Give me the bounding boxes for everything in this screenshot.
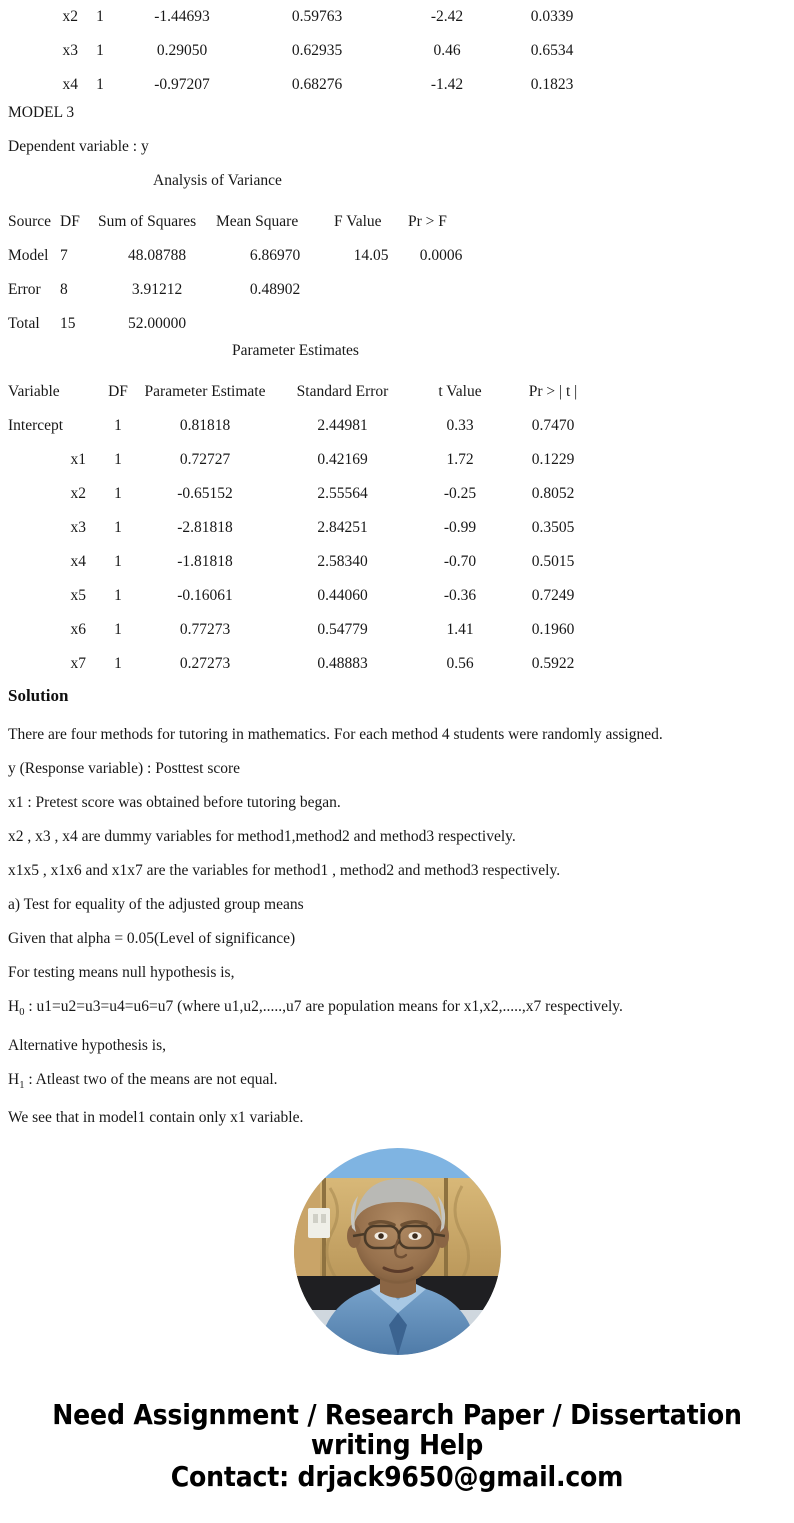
cell-variable: x3 bbox=[62, 42, 78, 59]
cell-pr-f bbox=[408, 307, 474, 341]
cell-df: 1 bbox=[96, 42, 104, 59]
null-hypothesis-text: : u1=u2=u3=u4=u6=u7 (where u1,u2,.....,u7 are population means for x1,x2,.....,x7 respectively. bbox=[24, 998, 623, 1015]
cell-t-value: -0.25 bbox=[443, 485, 477, 502]
cell-f-value: 14.05 bbox=[353, 247, 389, 264]
header-mean-square: Mean Square bbox=[216, 213, 299, 230]
header-variable: Variable bbox=[8, 383, 60, 400]
promo-line-1: Need Assignment / Research Paper / Dissertation bbox=[52, 1398, 742, 1431]
cell-p-value: 0.3505 bbox=[531, 519, 575, 536]
cell-variable: x7 bbox=[70, 655, 86, 672]
table-row bbox=[8, 307, 474, 341]
cell-variable: x1 bbox=[70, 451, 86, 468]
table-header-row bbox=[8, 375, 601, 409]
table-row bbox=[0, 34, 602, 68]
cell-df: 1 bbox=[114, 485, 122, 502]
solution-paragraph-8: For testing means null hypothesis is, bbox=[8, 964, 235, 981]
cell-estimate: -2.81818 bbox=[177, 519, 233, 536]
cell-sum-of-squares: 3.91212 bbox=[131, 281, 183, 298]
cell-std-error: 2.55564 bbox=[317, 485, 368, 502]
cell-p-value: 0.1960 bbox=[531, 621, 575, 638]
cell-df: 7 bbox=[60, 247, 68, 264]
solution-paragraph-5: x1x5 , x1x6 and x1x7 are the variables for method1 , method2 and method3 respectively. bbox=[8, 862, 561, 879]
table-row bbox=[8, 647, 601, 681]
header-t-value: t Value bbox=[438, 383, 482, 400]
cell-p-value: 0.1229 bbox=[531, 451, 575, 468]
cell-variable: x6 bbox=[70, 621, 86, 638]
table-row bbox=[8, 477, 601, 511]
cell-estimate: 0.81818 bbox=[179, 417, 231, 434]
table-row bbox=[0, 68, 602, 102]
table-row bbox=[8, 579, 601, 613]
cell-p-value: 0.0339 bbox=[530, 8, 574, 25]
solution-paragraph-7: Given that alpha = 0.05(Level of significance) bbox=[8, 930, 296, 947]
table-row bbox=[8, 409, 601, 443]
cell-df: 15 bbox=[60, 315, 76, 332]
solution-closing-line: We see that in model1 contain only x1 variable. bbox=[8, 1109, 304, 1126]
cell-t-value: -0.36 bbox=[443, 587, 477, 604]
cell-mean-square: 0.48902 bbox=[249, 281, 301, 298]
model-label: MODEL 3 bbox=[8, 104, 75, 121]
cell-t-value: 0.56 bbox=[446, 655, 474, 672]
table-row bbox=[8, 545, 601, 579]
cell-std-error: 0.62935 bbox=[291, 42, 343, 59]
avatar bbox=[294, 1148, 501, 1355]
cell-df: 1 bbox=[114, 451, 122, 468]
table-header-row bbox=[8, 205, 474, 239]
cell-std-error: 0.68276 bbox=[291, 76, 343, 93]
cell-t-value: -0.99 bbox=[443, 519, 477, 536]
header-df: DF bbox=[60, 213, 80, 230]
solution-heading: Solution bbox=[8, 686, 69, 705]
cell-pr-f bbox=[408, 273, 474, 307]
cell-p-value: 0.8052 bbox=[531, 485, 575, 502]
table-row bbox=[8, 443, 601, 477]
alt-hypothesis-symbol: H bbox=[8, 1071, 20, 1088]
cell-estimate: -1.44693 bbox=[154, 8, 210, 25]
cell-std-error: 0.59763 bbox=[291, 8, 343, 25]
cell-df: 1 bbox=[114, 417, 122, 434]
promo-banner bbox=[0, 1400, 794, 1492]
null-hypothesis-subscript: 0 bbox=[19, 1006, 25, 1018]
header-pr-f: Pr > F bbox=[408, 213, 447, 230]
cell-std-error: 0.54779 bbox=[317, 621, 368, 638]
cell-estimate: -0.65152 bbox=[177, 485, 233, 502]
cell-std-error: 2.84251 bbox=[317, 519, 368, 536]
cell-mean-square: 6.86970 bbox=[249, 247, 301, 264]
alternative-hypothesis-line bbox=[8, 1071, 278, 1091]
cell-estimate: -1.81818 bbox=[177, 553, 233, 570]
cell-variable: x4 bbox=[62, 76, 78, 93]
solution-paragraph-4: x2 , x3 , x4 are dummy variables for method1,method2 and method3 respectively. bbox=[8, 828, 516, 845]
cell-sum-of-squares: 48.08788 bbox=[127, 247, 187, 264]
anova-table bbox=[8, 205, 474, 341]
cell-t-value: 1.72 bbox=[446, 451, 474, 468]
cell-std-error: 0.42169 bbox=[317, 451, 368, 468]
promo-line-2: writing Help bbox=[310, 1428, 484, 1461]
cell-df: 8 bbox=[60, 281, 68, 298]
cell-t-value: 1.41 bbox=[446, 621, 474, 638]
cell-df: 1 bbox=[114, 519, 122, 536]
cell-df: 1 bbox=[114, 553, 122, 570]
cell-source: Model bbox=[8, 247, 49, 264]
cell-pr-f: 0.0006 bbox=[419, 247, 463, 264]
cell-std-error: 2.44981 bbox=[317, 417, 368, 434]
dependent-variable-line: Dependent variable : y bbox=[8, 138, 149, 155]
solution-paragraph-2: y (Response variable) : Posttest score bbox=[8, 760, 241, 777]
cell-std-error: 0.48883 bbox=[317, 655, 368, 672]
solution-paragraph-3: x1 : Pretest score was obtained before tutoring began. bbox=[8, 794, 341, 811]
header-sum-of-squares: Sum of Squares bbox=[98, 213, 197, 230]
cell-p-value: 0.1823 bbox=[530, 76, 574, 93]
cell-variable: x2 bbox=[70, 485, 86, 502]
header-f-value: F Value bbox=[334, 213, 382, 230]
cell-variable: x2 bbox=[62, 8, 78, 25]
cell-p-value: 0.6534 bbox=[530, 42, 574, 59]
cell-t-value: 0.33 bbox=[446, 417, 474, 434]
cell-estimate: 0.29050 bbox=[156, 42, 208, 59]
header-standard-error: Standard Error bbox=[296, 383, 389, 400]
cell-variable: x3 bbox=[70, 519, 86, 536]
anova-caption: Analysis of Variance bbox=[153, 172, 282, 189]
header-pr-t: Pr > | t | bbox=[528, 383, 578, 400]
alt-hypothesis-subscript: 1 bbox=[19, 1079, 25, 1091]
parameter-estimates-caption: Parameter Estimates bbox=[232, 342, 359, 359]
cell-df: 1 bbox=[114, 587, 122, 604]
parameter-estimates-table bbox=[8, 375, 601, 681]
cell-estimate: -0.97207 bbox=[154, 76, 210, 93]
cell-variable: Intercept bbox=[8, 417, 64, 434]
header-df: DF bbox=[108, 383, 128, 400]
alternative-hypothesis-intro: Alternative hypothesis is, bbox=[8, 1037, 166, 1054]
cell-df: 1 bbox=[96, 76, 104, 93]
cell-t-value: -0.70 bbox=[443, 553, 477, 570]
cell-std-error: 2.58340 bbox=[317, 553, 368, 570]
table-row bbox=[8, 239, 474, 273]
cell-df: 1 bbox=[114, 621, 122, 638]
cell-estimate: -0.16061 bbox=[177, 587, 233, 604]
alt-hypothesis-text: : Atleast two of the means are not equal. bbox=[24, 1071, 278, 1088]
cell-mean-square bbox=[216, 307, 334, 341]
promo-contact-line: Contact: drjack9650@gmail.com bbox=[170, 1460, 624, 1493]
table-row bbox=[8, 273, 474, 307]
cell-estimate: 0.72727 bbox=[179, 451, 231, 468]
cell-variable: x5 bbox=[70, 587, 86, 604]
cell-estimate: 0.27273 bbox=[179, 655, 231, 672]
null-hypothesis-symbol: H bbox=[8, 998, 20, 1015]
cell-p-value: 0.7249 bbox=[531, 587, 575, 604]
cell-estimate: 0.77273 bbox=[179, 621, 231, 638]
header-source: Source bbox=[8, 213, 52, 230]
cell-source: Error bbox=[8, 281, 41, 298]
cell-std-error: 0.44060 bbox=[317, 587, 368, 604]
cell-p-value: 0.7470 bbox=[531, 417, 575, 434]
cell-df: 1 bbox=[114, 655, 122, 672]
model2-continued-table bbox=[0, 0, 602, 102]
cell-t-value: 0.46 bbox=[433, 42, 461, 59]
cell-p-value: 0.5922 bbox=[531, 655, 575, 672]
table-row bbox=[8, 511, 601, 545]
solution-paragraph-6: a) Test for equality of the adjusted group means bbox=[8, 896, 304, 913]
cell-variable: x4 bbox=[70, 553, 86, 570]
cell-f-value bbox=[334, 307, 408, 341]
cell-t-value: -2.42 bbox=[430, 8, 464, 25]
solution-paragraph-1: There are four methods for tutoring in mathematics. For each method 4 students were randomly assigned. bbox=[8, 726, 663, 743]
null-hypothesis-line bbox=[8, 998, 623, 1018]
cell-source: Total bbox=[8, 315, 40, 332]
cell-p-value: 0.5015 bbox=[531, 553, 575, 570]
header-parameter-estimate: Parameter Estimate bbox=[144, 383, 266, 400]
avatar-photo-svg bbox=[294, 1148, 501, 1355]
table-row bbox=[8, 613, 601, 647]
cell-sum-of-squares: 52.00000 bbox=[127, 315, 187, 332]
table-row bbox=[0, 0, 602, 34]
cell-df: 1 bbox=[96, 8, 104, 25]
cell-f-value bbox=[334, 273, 408, 307]
cell-t-value: -1.42 bbox=[430, 76, 464, 93]
